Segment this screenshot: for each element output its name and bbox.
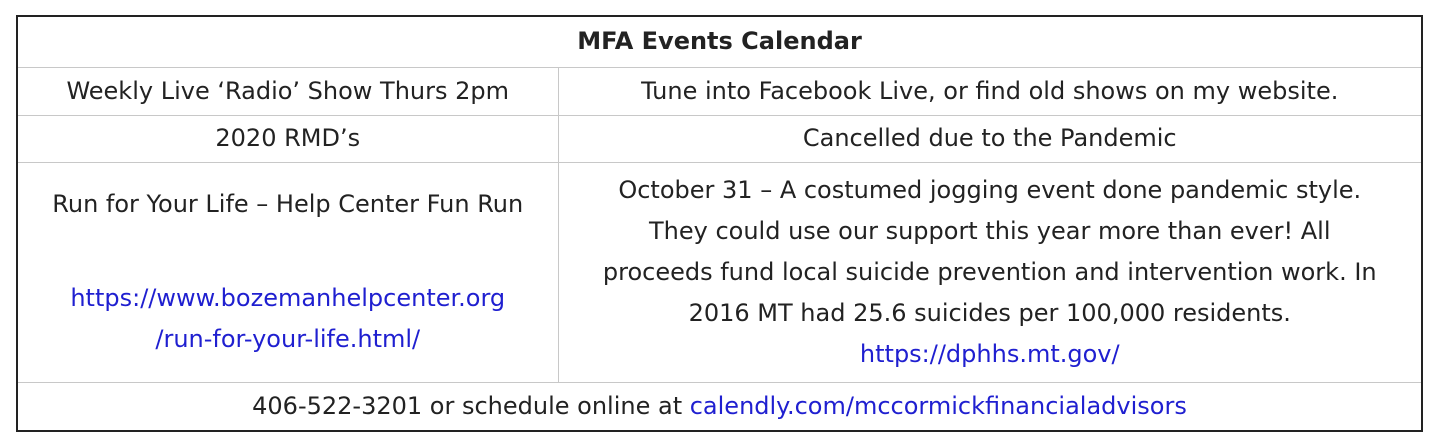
- table-footer-row: [18, 382, 1421, 430]
- help-center-link-line1: https://www.bozemanhelpcenter.org: [70, 284, 506, 312]
- dphhs-link[interactable]: https://dphhs.mt.gov/: [859, 339, 1120, 368]
- event-details-line: proceeds fund local suicide prevention and intervention work. In: [602, 257, 1377, 286]
- contact-cell: [18, 382, 1421, 430]
- event-details-line: October 31 – A costumed jogging event done pandemic style.: [618, 175, 1362, 204]
- contact-text: 406-522-3201 or schedule online at: [252, 391, 690, 420]
- table-header-row: [18, 17, 1421, 67]
- event-name: Weekly Live ‘Radio’ Show Thurs 2pm: [18, 67, 558, 115]
- event-details-cell: [558, 162, 1421, 382]
- table-row: [18, 115, 1421, 162]
- events-calendar-table: [18, 17, 1421, 430]
- table-title: MFA Events Calendar: [18, 17, 1421, 67]
- event-name: Run for Your Life – Help Center Fun Run: [52, 190, 524, 218]
- event-name: 2020 RMD’s: [18, 115, 558, 162]
- calendly-link[interactable]: calendly.com/mccormickfinancialadvisors: [689, 391, 1187, 420]
- help-center-link-line2: /run-for-your-life.html/: [155, 325, 421, 353]
- event-cell: [18, 162, 558, 382]
- event-details: Cancelled due to the Pandemic: [558, 115, 1421, 162]
- event-details: Tune into Facebook Live, or find old shows on my website.: [558, 67, 1421, 115]
- help-center-link[interactable]: [24, 278, 552, 360]
- table-row: [18, 67, 1421, 115]
- event-details-line: 2016 MT had 25.6 suicides per 100,000 residents.: [688, 298, 1291, 327]
- event-details-line: They could use our support this year more than ever! All: [648, 216, 1331, 245]
- events-calendar-frame: [16, 15, 1423, 432]
- table-row: [18, 162, 1421, 382]
